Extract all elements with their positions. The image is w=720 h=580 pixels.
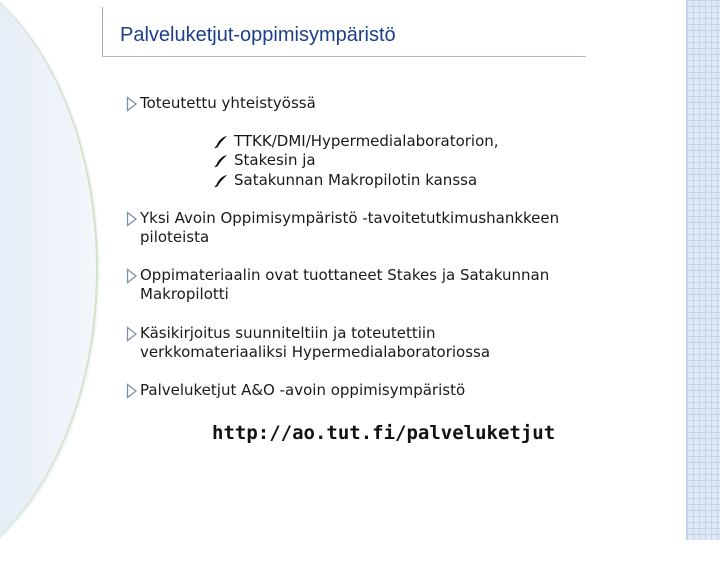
title-divider-vertical xyxy=(102,7,103,56)
bullet-item xyxy=(126,324,490,362)
decorative-grid-strip xyxy=(686,0,720,540)
sub-item-text: Stakesin ja xyxy=(234,151,316,169)
sub-item xyxy=(214,151,316,170)
bullet-item xyxy=(126,381,465,400)
sub-item-text: Satakunnan Makropilotin kanssa xyxy=(234,171,478,189)
bullet-text: Toteutettu yhteistyössä xyxy=(140,94,316,112)
quill-icon xyxy=(214,135,228,149)
bullet-text: Käsikirjoitus suunniteltiin ja toteutettiin verkkomateriaaliksi Hypermedialaboratoriossa xyxy=(140,324,491,361)
arrow-outline-icon xyxy=(126,96,138,112)
bullet-item xyxy=(126,209,559,247)
quill-icon xyxy=(214,174,228,188)
decorative-curve-edge xyxy=(0,0,98,578)
sub-item-text: TTKK/DMI/Hypermedialaboratorion, xyxy=(234,132,499,150)
bullet-text: Palveluketjut A&O -avoin oppimisympäristö xyxy=(140,381,466,399)
url-link[interactable]: http://ao.tut.fi/palveluketjut xyxy=(212,422,556,444)
sub-item xyxy=(214,171,477,190)
sub-item xyxy=(214,132,499,151)
arrow-outline-icon xyxy=(126,326,138,342)
bullet-text: Oppimateriaalin ovat tuottaneet Stakes ja Satakunnan Makropilotti xyxy=(140,266,550,303)
title-divider-horizontal xyxy=(102,56,586,57)
bullet-item xyxy=(126,94,316,113)
bullet-text: Yksi Avoin Oppimisympäristö -tavoitetutkimushankkeen piloteista xyxy=(140,209,560,246)
slide-title: Palveluketjut-oppimisympäristö xyxy=(120,24,396,46)
quill-icon xyxy=(214,154,228,168)
arrow-outline-icon xyxy=(126,268,138,284)
arrow-outline-icon xyxy=(126,211,138,227)
arrow-outline-icon xyxy=(126,383,138,399)
bullet-item xyxy=(126,266,549,304)
